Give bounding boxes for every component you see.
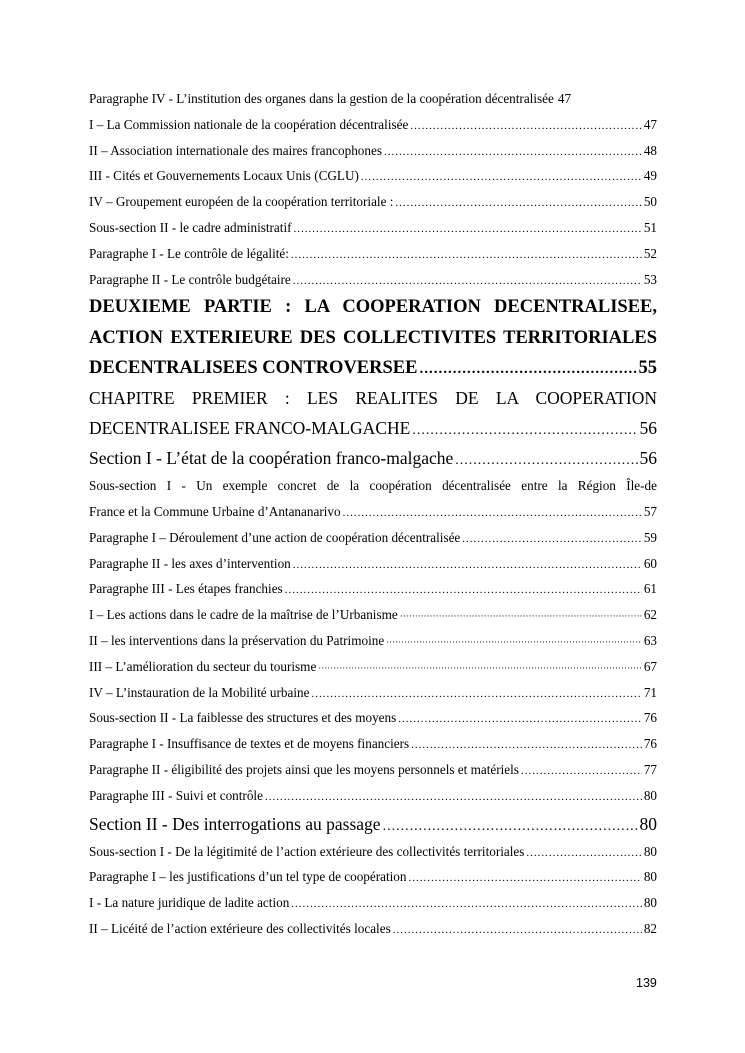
dot-leader	[343, 501, 642, 527]
dot-leader	[293, 269, 642, 295]
toc-entry-page: 80	[643, 787, 657, 803]
toc-entry-title: IV – L’instauration de la Mobilité urbaine	[89, 684, 310, 700]
toc-entry-page: 60	[643, 555, 657, 571]
toc-entry[interactable]	[89, 413, 657, 443]
dot-leader	[462, 527, 642, 553]
toc-entry-title: Paragraphe I – les justifications d’un tel type de coopération	[89, 869, 407, 885]
toc-entry-title: I - La nature juridique de ladite action	[89, 895, 290, 911]
dot-leader	[293, 553, 642, 579]
toc-entry-title: DECENTRALISEE FRANCO-MALGACHE	[89, 418, 411, 439]
toc-entry-page: 71	[643, 684, 657, 700]
toc-entry-title: Paragraphe II - éligibilité des projets ainsi que les moyens personnels et matériels	[89, 762, 519, 778]
toc-entry-title: III – L’amélioration du secteur du tourisme	[89, 658, 317, 674]
dot-leader	[384, 140, 642, 166]
dot-leader	[291, 892, 642, 918]
toc-entry-title: Sous-section II - le cadre administratif	[89, 219, 292, 235]
toc-entry[interactable]	[89, 680, 657, 706]
dot-leader	[393, 918, 642, 944]
toc-entry-page: 47	[643, 116, 657, 132]
dot-leader	[411, 733, 642, 759]
toc-entry-title: Paragraphe III - Suivi et contrôle	[89, 787, 263, 803]
dot-leader	[410, 114, 641, 140]
toc-entry[interactable]	[89, 731, 657, 757]
toc-subsection-title-line[interactable]: Sous-section I - Un exemple concret de la coopération décentralisée entre la Région Île-de	[89, 478, 657, 494]
toc-entry[interactable]	[89, 551, 657, 577]
toc-entry-page: 80	[643, 869, 657, 885]
toc-entry[interactable]	[89, 602, 657, 628]
toc-entry-page: 62	[643, 607, 657, 623]
toc-entry-page: 57	[643, 504, 657, 520]
dot-leader	[419, 354, 636, 384]
toc-entry-page: 76	[643, 736, 657, 752]
toc-entry[interactable]	[89, 628, 657, 654]
toc-entry-page: 56	[639, 418, 657, 439]
toc-entry[interactable]	[89, 576, 657, 602]
toc-entry-page: 51	[643, 219, 657, 235]
toc-entry-page: 80	[639, 813, 657, 834]
toc-entry[interactable]	[89, 241, 657, 267]
dot-leader	[285, 578, 642, 604]
toc-entry-page: 56	[639, 448, 657, 469]
toc-entry[interactable]	[89, 525, 657, 551]
toc-entry[interactable]	[89, 267, 657, 293]
dot-leader	[291, 243, 642, 269]
toc-entry[interactable]	[89, 890, 657, 916]
toc-entry[interactable]	[89, 112, 657, 138]
toc-entry-title: II – les interventions dans la préservation du Patrimoine	[89, 633, 385, 649]
toc-entry-title: Sous-section II - La faiblesse des structures et des moyens	[89, 710, 397, 726]
toc-entry-page: 53	[643, 271, 657, 287]
toc-entry-page: 80	[643, 895, 657, 911]
dot-leader	[521, 759, 642, 785]
toc-entry-title: II – Licéité de l’action extérieure des collectivités locales	[89, 921, 391, 937]
toc-entry-title: Paragraphe II - Le contrôle budgétaire	[89, 271, 291, 287]
page-number: 139	[636, 976, 657, 990]
dot-leader	[398, 707, 642, 733]
dot-leader	[455, 446, 637, 476]
toc-entry-page: 48	[643, 142, 657, 158]
toc-entry-title: Paragraphe I – Déroulement d’une action de coopération décentralisée	[89, 529, 461, 545]
toc-entry-title: France et la Commune Urbaine d’Antananarivo	[89, 504, 341, 520]
toc-entry-title: III - Cités et Gouvernements Locaux Unis (CGLU)	[89, 168, 359, 184]
dot-leader	[400, 604, 642, 630]
toc-entry-title: Paragraphe IV - L’institution des organes dans la gestion de la coopération décentralisée	[89, 91, 554, 106]
toc-entry-title: Paragraphe I - Insuffisance de textes et de moyens financiers	[89, 736, 410, 752]
toc-entry[interactable]	[89, 189, 657, 215]
toc-entry[interactable]	[89, 215, 657, 241]
toc-entry-title: II – Association internationale des maires francophones	[89, 142, 382, 158]
toc-entry-title: IV – Groupement européen de la coopération territoriale :	[89, 194, 394, 210]
toc-entry-page: 55	[638, 357, 657, 378]
dot-leader	[409, 866, 642, 892]
toc-part-title-line[interactable]: DEUXIEME PARTIE : LA COOPERATION DECENTRALISEE,	[89, 297, 657, 318]
toc-entry[interactable]	[89, 839, 657, 865]
toc-entry-page: 50	[643, 194, 657, 210]
dot-leader	[386, 630, 642, 656]
dot-leader	[526, 841, 641, 867]
toc-entry[interactable]	[89, 86, 657, 112]
dot-leader	[318, 656, 642, 682]
toc-entry-title: Section I - L’état de la coopération franco-malgache	[89, 448, 454, 469]
toc-entry-page: 77	[643, 762, 657, 778]
dot-leader	[412, 416, 637, 446]
toc-entry-page: 52	[643, 245, 657, 261]
toc-entry-title: I – Les actions dans le cadre de la maîtrise de l’Urbanisme	[89, 607, 398, 623]
toc-entry[interactable]	[89, 353, 657, 383]
toc-entry-title: DECENTRALISEES CONTROVERSEE	[89, 357, 418, 378]
toc-entry-title: Section II - Des interrogations au passage	[89, 813, 381, 834]
toc-entry-title: Paragraphe I - Le contrôle de légalité:	[89, 245, 289, 261]
toc-entry[interactable]	[89, 499, 657, 525]
dot-leader	[361, 165, 642, 191]
toc-entry[interactable]	[89, 163, 657, 189]
toc-entry[interactable]	[89, 757, 657, 783]
toc-entry-page: 80	[643, 843, 657, 859]
toc-entry-page: 61	[643, 581, 657, 597]
toc-entry[interactable]	[89, 654, 657, 680]
toc-entry-title: Sous-section I - De la légitimité de l’action extérieure des collectivités territoriales	[89, 843, 525, 859]
toc-entry[interactable]	[89, 783, 657, 809]
toc-entry-page: 63	[643, 633, 657, 649]
toc-entry-page: 49	[643, 168, 657, 184]
toc-entry-page: 67	[643, 658, 657, 674]
toc-entry-title: Paragraphe III - Les étapes franchies	[89, 581, 283, 597]
toc-entry-page: 76	[643, 710, 657, 726]
dot-leader	[294, 217, 642, 243]
dot-leader	[265, 785, 642, 811]
toc-entry[interactable]	[89, 864, 657, 890]
toc-entry-title: I – La Commission nationale de la coopération décentralisée	[89, 116, 409, 132]
toc-entry[interactable]	[89, 138, 657, 164]
dot-leader	[311, 682, 641, 708]
dot-leader	[395, 191, 641, 217]
toc-entry-page: 82	[643, 921, 657, 937]
dot-leader	[383, 812, 638, 842]
toc-entry[interactable]	[89, 916, 657, 942]
table-of-contents	[89, 86, 657, 942]
toc-entry[interactable]	[89, 443, 657, 473]
toc-entry-page: 59	[643, 529, 657, 545]
toc-entry[interactable]	[89, 705, 657, 731]
toc-entry-page: 47	[557, 91, 572, 106]
toc-part-title-line[interactable]: ACTION EXTERIEURE DES COLLECTIVITES TERRITORIALES	[89, 327, 657, 348]
toc-chapter-title-line[interactable]: CHAPITRE PREMIER : LES REALITES DE LA COOPERATION	[89, 388, 657, 409]
toc-entry[interactable]	[89, 809, 657, 839]
toc-entry-title: Paragraphe II - les axes d’intervention	[89, 555, 291, 571]
